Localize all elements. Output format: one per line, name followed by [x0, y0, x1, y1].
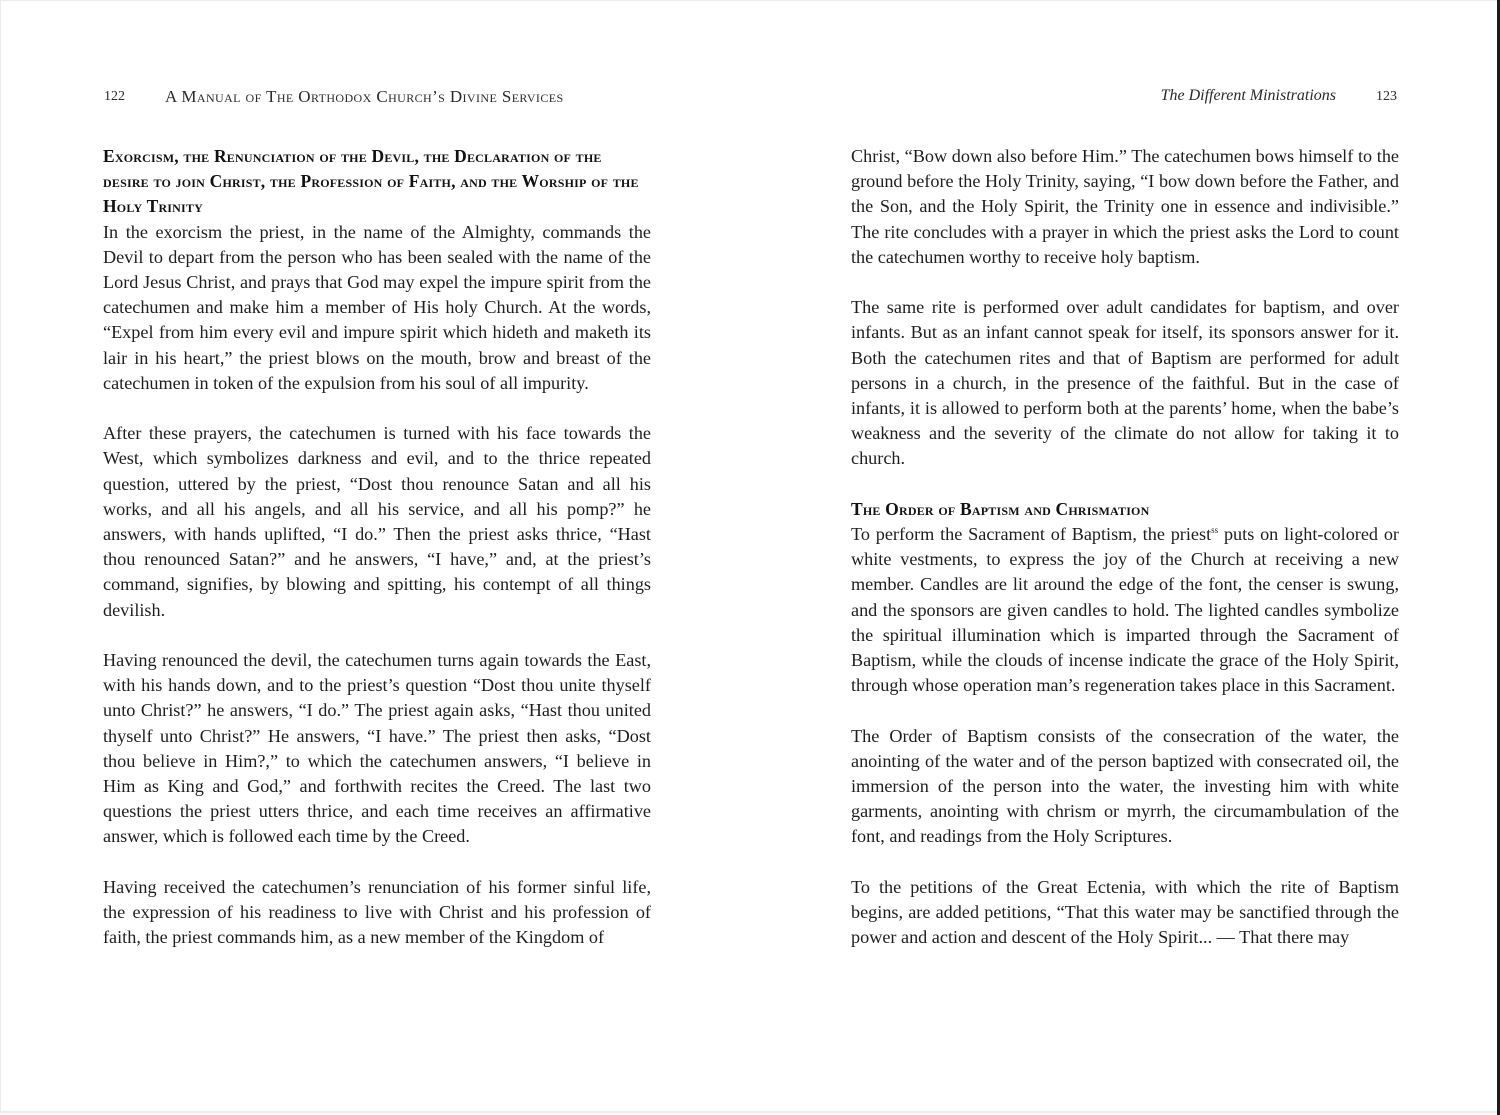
running-head-right: The Different Ministrations: [1160, 87, 1336, 104]
section-heading-exorcism: Exorcism, the Renunciation of the Devil, the Declaration of the desire to join Christ, the Profession of Faith, and the Worship of the Holy Trinity: [103, 146, 639, 217]
left-text-block: [103, 144, 651, 950]
paragraph: Having renounced the devil, the catechumen turns again towards the East, with his hands down, and to the priest’s question “Dost thou unite thyself unto Christ?” he answers, “I do.” The priest again asks, “Hast thou united thyself unto Christ?” He answers, “I have.” The priest then asks, “Dost thou believe in Him?,” to which the catechumen answers, “I believe in Him as King and God,” and forthwith recites the Creed. The last two questions the priest utters thrice, and each time receives an affirmative answer, which is followed each time by the Creed.: [103, 650, 651, 847]
right-text-block: [851, 144, 1399, 950]
left-page: [1, 1, 751, 1111]
paragraph: Having received the catechumen’s renunciation of his former sinful life, the expression of his readiness to live with Christ and his profession of faith, the priest commands him, as a new member of the Kingdom of: [103, 876, 651, 948]
page-number-left: 122: [104, 89, 125, 104]
section-heading-baptism: The Order of Baptism and Chrismation: [851, 498, 1150, 519]
right-page: [751, 1, 1498, 1111]
running-head-left: A Manual of The Orthodox Church’s Divine Services: [165, 87, 564, 106]
paragraph: The same rite is performed over adult candidates for baptism, and over infants. But as an infant cannot speak for itself, its sponsors answer for it. Both the catechumen rites and that of Baptism are performed for adult persons in a church, in the presence of the faithful. But in the case of infants, it is allowed to perform both at the parents’ home, when the babe’s weakness and the severity of the climate do not allow for taking it to church.: [851, 297, 1399, 469]
paragraph: Christ, “Bow down also before Him.” The catechumen bows himself to the ground before the Holy Trinity, saying, “I bow down before the Father, and the Son, and the Holy Spirit, the Trinity one in essence and indivisible.” The rite concludes with a prayer in which the priest asks the Lord to count the catechumen worthy to receive holy baptism.: [851, 146, 1399, 267]
paragraph-baptism: [851, 522, 1399, 698]
paragraph-text: puts on light-colored or white vestments, to express the joy of the Church at receiving a new member. Candles are lit around the edge of the font, the censer is swung, and the sponsors are given candles to hold. The lighted candles symbolize the spiritual illumination which is imparted through the Sacrament of Baptism, while the clouds of incense indicate the grace of the Holy Spirit, through whose operation man’s regeneration takes place in this Sacrament.: [851, 524, 1399, 696]
paragraph: The Order of Baptism consists of the consecration of the water, the anointing of the water and of the person baptized with consecrated oil, the immersion of the person into the water, the investing him with white garments, anointing with chrism or myrrh, the circumambulation of the font, and readings from the Holy Scriptures.: [851, 725, 1399, 847]
paragraph: After these prayers, the catechumen is turned with his face towards the West, which symbolizes darkness and evil, and to the thrice repeated question, uttered by the priest, “Dost thou renounce Satan and all his works, and all his angels, and all his service, and all his pomp?” he answers, with hands uplifted, “I do.” Then the priest asks thrice, “Hast thou renounced Satan?” and he answers, “I have,” and, at the priest’s command, signifies, by blowing and spitting, his contempt of all things devilish.: [103, 423, 651, 620]
paragraph: In the exorcism the priest, in the name of the Almighty, commands the Devil to depart from the person who has been sealed with the name of the Lord Jesus Christ, and prays that God may expel the impure spirit from the catechumen and make him a member of His holy Church. At the words, “Expel from him every evil and impure spirit which hideth and maketh its lair in his heart,” the priest blows on the mouth, brow and breast of the catechumen in token of the expulsion from his soul of all impurity.: [103, 221, 651, 393]
paragraph-text: To perform the Sacrament of Baptism, the priest: [851, 524, 1212, 545]
paragraph: To the petitions of the Great Ectenia, with which the rite of Baptism begins, are added petitions, “That this water may be sanctified through the power and action and descent of the Holy Spirit... — That there may: [851, 876, 1399, 948]
footnote-marker[interactable]: ss: [1211, 524, 1219, 535]
page-number-right: 123: [1376, 89, 1397, 104]
